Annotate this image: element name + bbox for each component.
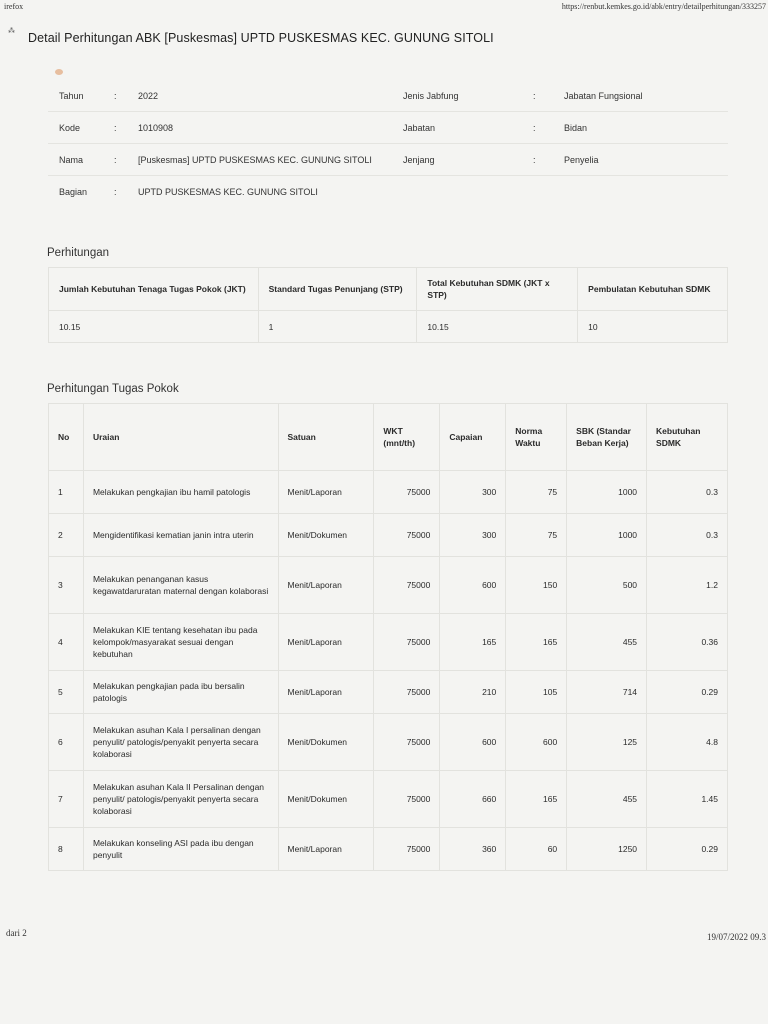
bagian-value: UPTD PUSKESMAS KEC. GUNUNG SITOLI — [138, 186, 318, 197]
row-kebutuhan: 4.8 — [647, 714, 728, 771]
row-satuan: Menit/Laporan — [278, 614, 374, 671]
tugas-pokok-title: Perhitungan Tugas Pokok — [47, 383, 179, 395]
table-row — [49, 714, 728, 771]
row-no: 7 — [49, 771, 84, 828]
row-satuan: Menit/Laporan — [278, 671, 374, 714]
table-row — [49, 311, 728, 343]
kode-value: 1010908 — [138, 122, 174, 133]
column-header-sbk: SBK (Standar Beban Kerja) — [567, 404, 647, 471]
pembulatan-value: 10 — [578, 311, 728, 343]
row-kebutuhan: 1.45 — [647, 771, 728, 828]
print-footer — [0, 928, 768, 942]
separator: : — [114, 90, 117, 101]
separator: : — [114, 122, 117, 133]
table-row — [49, 671, 728, 714]
row-satuan: Menit/Dokumen — [278, 514, 374, 557]
print-header — [0, 2, 768, 14]
info-row — [48, 176, 728, 207]
jenis-jabfung-value: Jabatan Fungsional — [564, 90, 643, 101]
column-header-uraian: Uraian — [83, 404, 278, 471]
row-norma: 75 — [506, 471, 567, 514]
tugas-pokok-table — [48, 403, 728, 871]
row-norma: 105 — [506, 671, 567, 714]
separator: : — [533, 90, 536, 101]
kode-label: Kode — [59, 122, 81, 133]
table-row — [49, 771, 728, 828]
row-kebutuhan: 0.3 — [647, 471, 728, 514]
jabatan-value: Bidan — [564, 122, 588, 133]
row-norma: 165 — [506, 614, 567, 671]
row-uraian: Melakukan asuhan Kala II Persalinan dengan penyulit/ patologis/penyakit penyerta secara kolaborasi — [83, 771, 278, 828]
separator: : — [533, 122, 536, 133]
row-capaian: 660 — [440, 771, 506, 828]
row-norma: 60 — [506, 828, 567, 871]
print-header-url[interactable]: https://renbut.kemkes.go.id/abk/entry/detailperhitungan/333257 — [561, 2, 766, 11]
row-no: 4 — [49, 614, 84, 671]
row-satuan: Menit/Dokumen — [278, 714, 374, 771]
row-uraian: Melakukan konseling ASI pada ibu dengan penyulit — [83, 828, 278, 871]
row-satuan: Menit/Laporan — [278, 471, 374, 514]
row-wkt: 75000 — [374, 614, 440, 671]
row-uraian: Melakukan pengkajian ibu hamil patologis — [83, 471, 278, 514]
row-sbk: 1000 — [567, 471, 647, 514]
row-capaian: 300 — [440, 514, 506, 557]
row-capaian: 165 — [440, 614, 506, 671]
table-header-row — [49, 268, 728, 311]
row-wkt: 75000 — [374, 471, 440, 514]
row-wkt: 75000 — [374, 771, 440, 828]
row-norma: 165 — [506, 771, 567, 828]
row-sbk: 500 — [567, 557, 647, 614]
stp-value: 1 — [258, 311, 417, 343]
row-wkt: 75000 — [374, 714, 440, 771]
info-row — [48, 112, 728, 144]
column-header-no: No — [49, 404, 84, 471]
paper-smudge — [55, 69, 63, 75]
row-sbk: 125 — [567, 714, 647, 771]
row-kebutuhan: 0.36 — [647, 614, 728, 671]
row-satuan: Menit/Laporan — [278, 557, 374, 614]
bagian-label: Bagian — [59, 186, 88, 197]
row-uraian: Melakukan pengkajian pada ibu bersalin patologis — [83, 671, 278, 714]
row-sbk: 1250 — [567, 828, 647, 871]
column-header: Standard Tugas Penunjang (STP) — [258, 268, 417, 311]
column-header-capaian: Capaian — [440, 404, 506, 471]
nama-label: Nama — [59, 154, 84, 165]
row-uraian: Mengidentifikasi kematian janin intra uterin — [83, 514, 278, 557]
row-kebutuhan: 1.2 — [647, 557, 728, 614]
jenjang-label: Jenjang — [403, 154, 435, 165]
perhitungan-title: Perhitungan — [47, 247, 110, 259]
row-no: 8 — [49, 828, 84, 871]
row-no: 3 — [49, 557, 84, 614]
separator: : — [114, 154, 117, 165]
row-capaian: 600 — [440, 557, 506, 614]
table-row — [49, 557, 728, 614]
column-header: Total Kebutuhan SDMK (JKT x STP) — [417, 268, 578, 311]
perhitungan-table — [48, 267, 728, 343]
jenis-jabfung-label: Jenis Jabfung — [403, 90, 459, 101]
print-timestamp: 19/07/2022 09.3 — [706, 932, 766, 942]
row-sbk: 455 — [567, 614, 647, 671]
column-header-norma: Norma Waktu — [506, 404, 567, 471]
row-sbk: 455 — [567, 771, 647, 828]
page-title: Detail Perhitungan ABK [Puskesmas] UPTD PUSKESMAS KEC. GUNUNG SITOLI — [28, 31, 494, 45]
column-header: Pembulatan Kebutuhan SDMK — [578, 268, 728, 311]
row-wkt: 75000 — [374, 514, 440, 557]
row-norma: 75 — [506, 514, 567, 557]
info-row — [48, 144, 728, 176]
separator: : — [114, 186, 117, 197]
row-satuan: Menit/Dokumen — [278, 771, 374, 828]
table-row — [49, 471, 728, 514]
row-kebutuhan: 0.29 — [647, 828, 728, 871]
table-row — [49, 828, 728, 871]
print-mark-icon: ⁂ — [8, 28, 15, 35]
nama-value: [Puskesmas] UPTD PUSKESMAS KEC. GUNUNG SITOLI — [138, 154, 372, 165]
column-header-kebutuhan: Kebutuhan SDMK — [647, 404, 728, 471]
jkt-value: 10.15 — [49, 311, 259, 343]
info-panel — [48, 80, 728, 207]
row-no: 2 — [49, 514, 84, 557]
row-no: 6 — [49, 714, 84, 771]
row-capaian: 300 — [440, 471, 506, 514]
total-sdmk-value: 10.15 — [417, 311, 578, 343]
table-row — [49, 614, 728, 671]
row-capaian: 600 — [440, 714, 506, 771]
row-wkt: 75000 — [374, 828, 440, 871]
row-kebutuhan: 0.3 — [647, 514, 728, 557]
row-wkt: 75000 — [374, 557, 440, 614]
row-capaian: 360 — [440, 828, 506, 871]
row-satuan: Menit/Laporan — [278, 828, 374, 871]
column-header-wkt: WKT (mnt/th) — [374, 404, 440, 471]
row-wkt: 75000 — [374, 671, 440, 714]
column-header-satuan: Satuan — [278, 404, 374, 471]
row-sbk: 1000 — [567, 514, 647, 557]
info-row — [48, 80, 728, 112]
tahun-value: 2022 — [138, 90, 159, 101]
row-kebutuhan: 0.29 — [647, 671, 728, 714]
print-header-left: irefox — [4, 2, 24, 11]
jabatan-label: Jabatan — [403, 122, 436, 133]
row-norma: 150 — [506, 557, 567, 614]
row-sbk: 714 — [567, 671, 647, 714]
tahun-label: Tahun — [59, 90, 84, 101]
column-header: Jumlah Kebutuhan Tenaga Tugas Pokok (JKT) — [49, 268, 259, 311]
row-no: 1 — [49, 471, 84, 514]
row-uraian: Melakukan asuhan Kala I persalinan dengan penyulit/ patologis/penyakit penyerta secara kolaborasi — [83, 714, 278, 771]
jenjang-value: Penyelia — [564, 154, 599, 165]
table-header-row — [49, 404, 728, 471]
separator: : — [533, 154, 536, 165]
row-uraian: Melakukan penanganan kasus kegawatdaruratan maternal dengan kolaborasi — [83, 557, 278, 614]
row-no: 5 — [49, 671, 84, 714]
row-norma: 600 — [506, 714, 567, 771]
row-capaian: 210 — [440, 671, 506, 714]
table-row — [49, 514, 728, 557]
page-info: dari 2 — [6, 928, 27, 938]
row-uraian: Melakukan KIE tentang kesehatan ibu pada kelompok/masyarakat sesuai dengan kebutuhan — [83, 614, 278, 671]
